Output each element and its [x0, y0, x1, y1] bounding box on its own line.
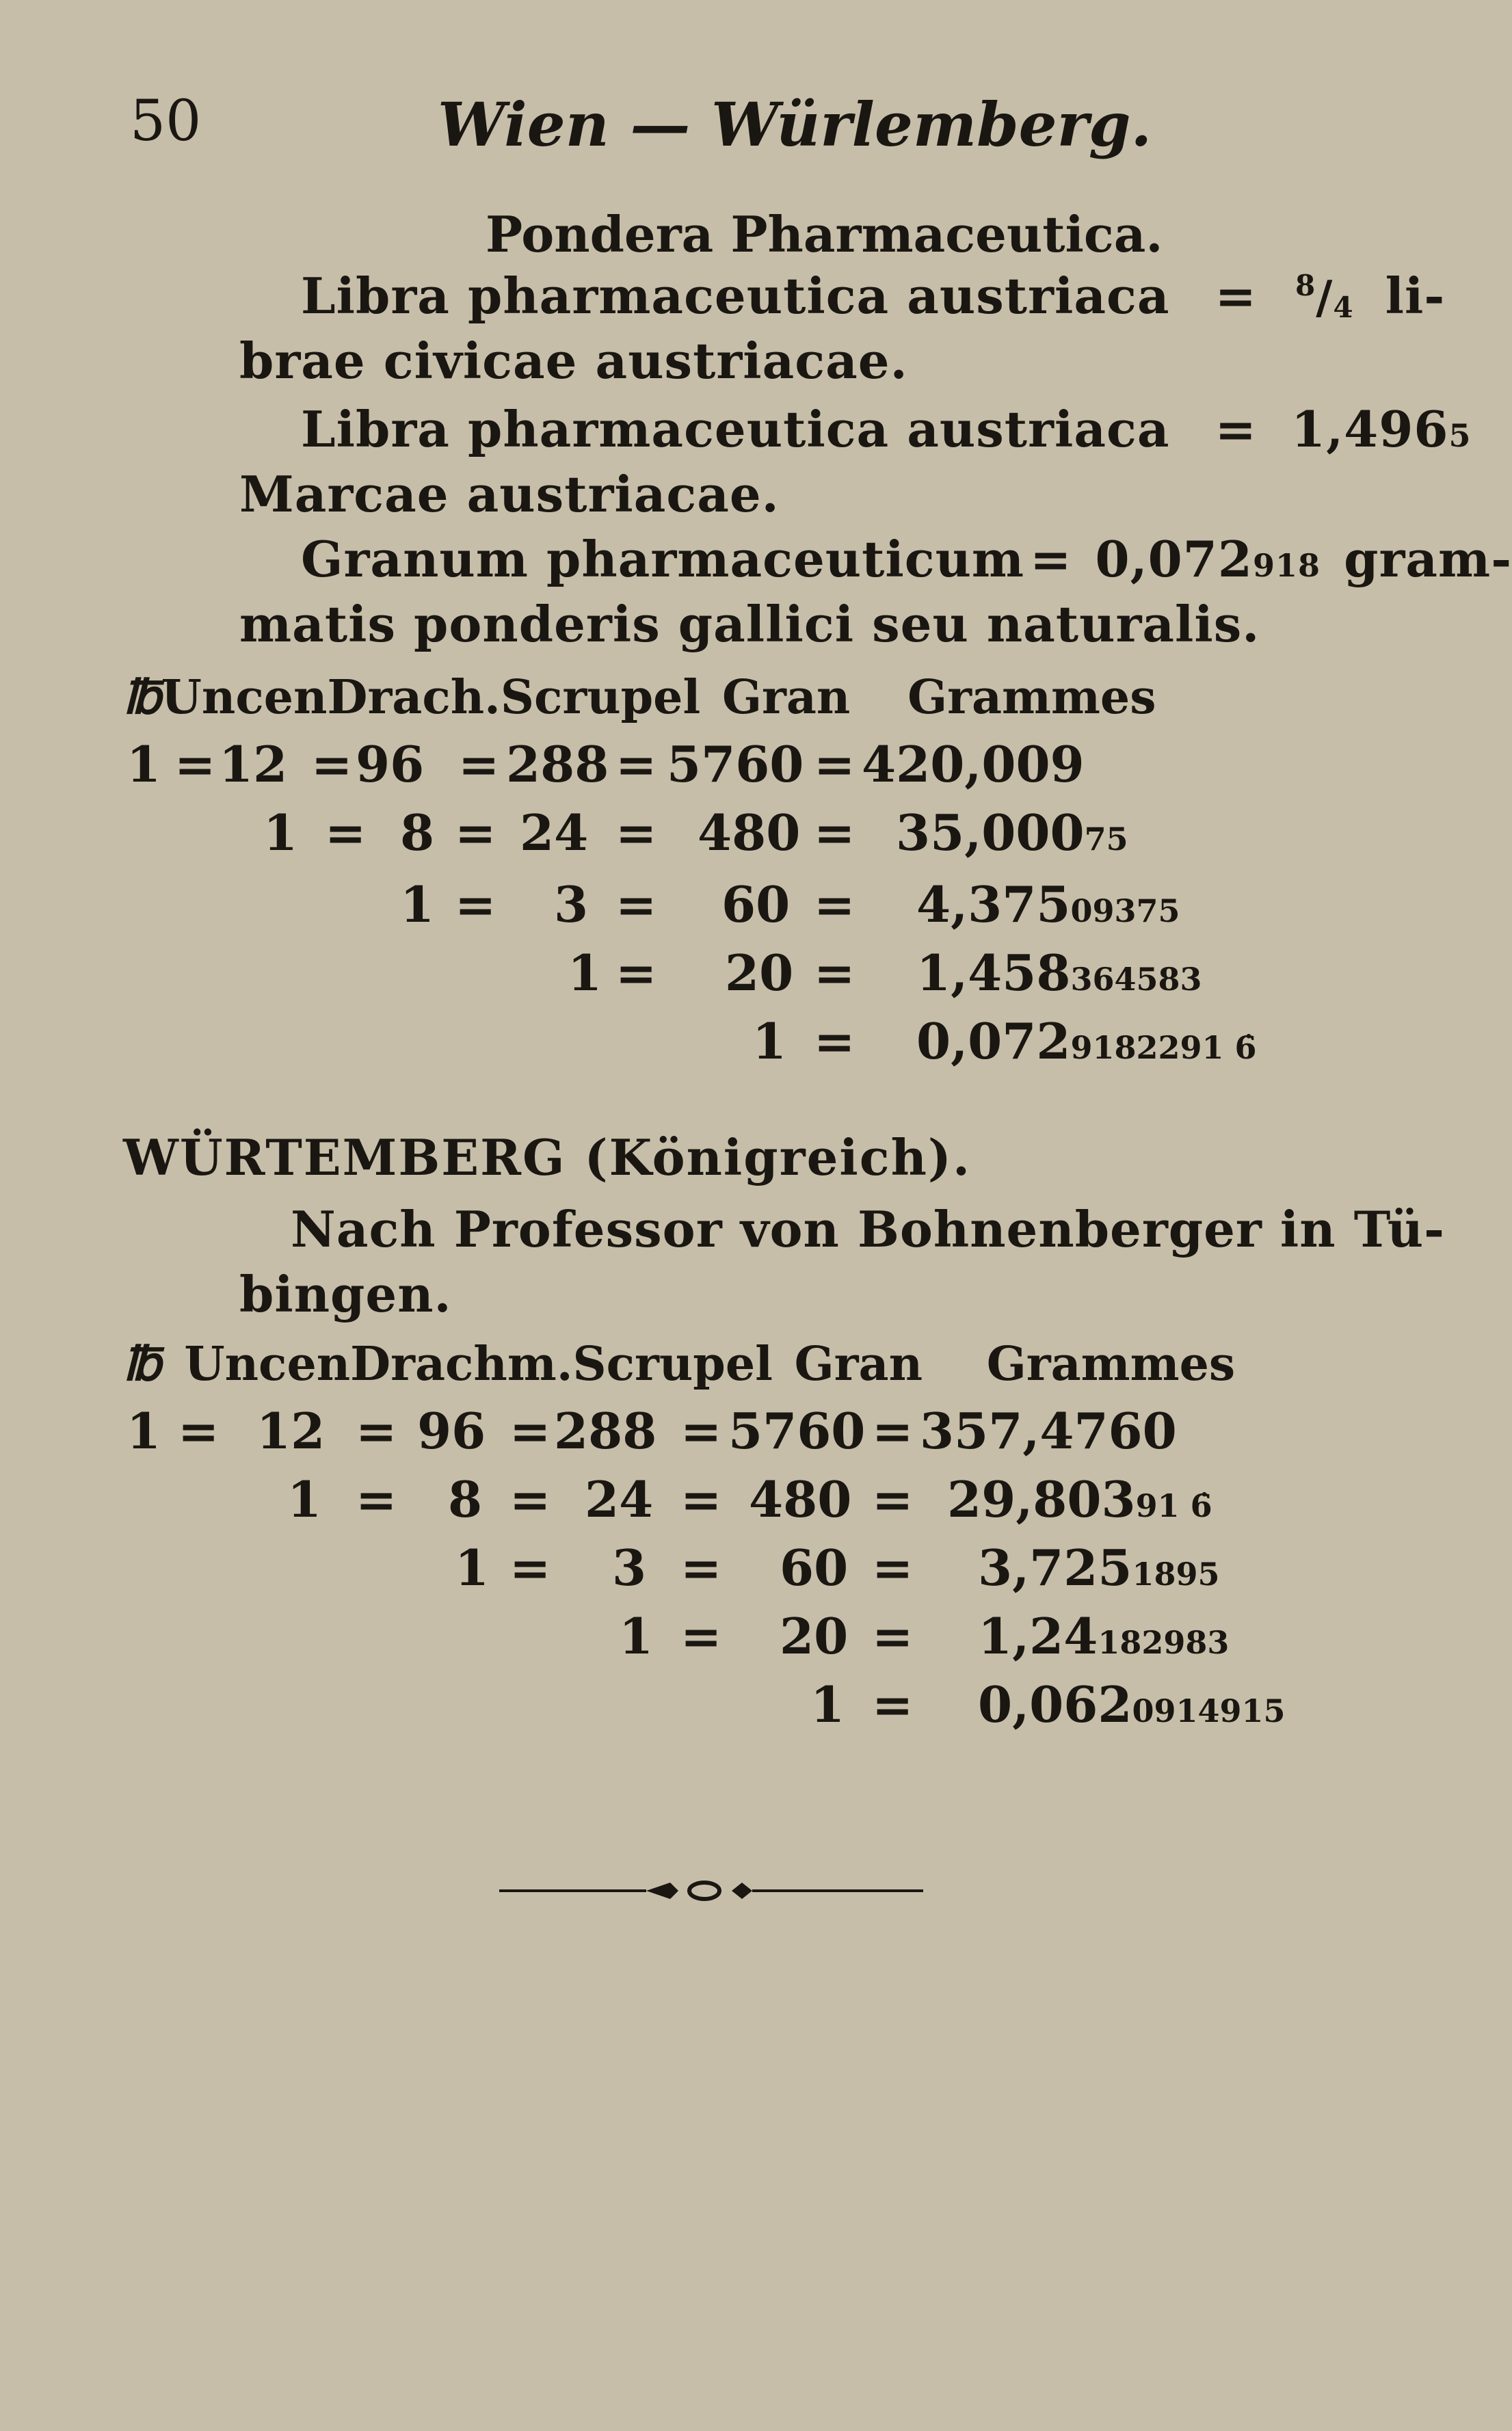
p2-line2: Marcae austriacae. [239, 465, 780, 523]
p3-line2: matis ponderis gallici seu naturalis. [239, 595, 1260, 653]
p1-line2: brae civicae austriacae. [239, 332, 908, 390]
table2-row: 1 = 0,0620914915 [810, 1675, 1286, 1733]
p2-line1: Libra pharmaceutica austriaca = 1,4965 [301, 400, 1472, 458]
pound-icon: ℔ [123, 670, 161, 725]
page-number: 50 [130, 89, 202, 154]
intro-line1: Nach Professor von Bohnenberger in Tü- [291, 1200, 1445, 1258]
table1-row: 1 = 20 = 1,458364583 [568, 944, 1202, 1002]
table2-row: 1 = 8 = 24 = 480 = 29,80391 6̇ [287, 1470, 1212, 1528]
running-title: Wien — Würlemberg. [438, 89, 1152, 160]
ornament-rule-icon [499, 1870, 923, 1911]
table2-row: 1 = 20 = 1,24182983 [619, 1607, 1230, 1665]
intro-line2: bingen. [239, 1265, 452, 1323]
table2-row: 1 = 3 = 60 = 3,7251895 [455, 1539, 1220, 1597]
table1-row: 1 = 3 = 60 = 4,37509375 [400, 875, 1180, 933]
table1-row: 1 = 8 = 24 = 480 = 35,00075 [263, 803, 1128, 862]
table1-row: 1 = 12 = 96 = 288 = 5760 = 420,009 [127, 735, 1085, 793]
p3-line1: Granum pharmaceuticum = 0,072918 gram- [301, 530, 1512, 588]
table1-row: 1 = 0,0729182291 6̇ [752, 1012, 1257, 1070]
table1-header: ℔UncenDrach.Scrupel Gran Grammes [123, 670, 1156, 725]
section1-heading: Pondera Pharmaceutica. [486, 205, 1163, 263]
p1-line1: Libra pharmaceutica austriaca = $^8$/4 li- [301, 267, 1446, 325]
pound-icon: ℔ [123, 1337, 161, 1392]
table2-header: ℔ UncenDrachm.Scrupel Gran Grammes [123, 1337, 1236, 1392]
table2-row: 1 = 12 = 96 = 288 = 5760 = 357,4760 [127, 1402, 1177, 1460]
section2-heading: WÜRTEMBERG (Königreich). [123, 1128, 972, 1186]
